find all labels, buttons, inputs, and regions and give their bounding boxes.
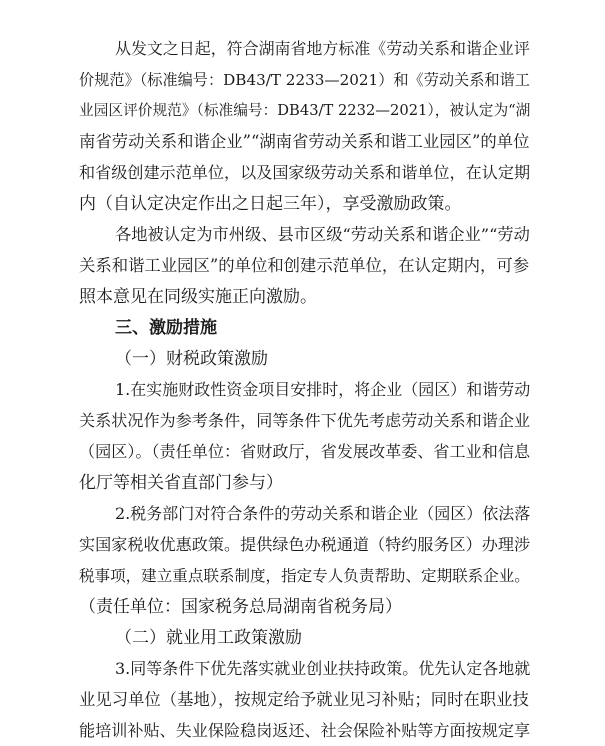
text-line xyxy=(0,189,605,219)
text-line xyxy=(0,406,605,436)
text-line xyxy=(0,251,605,281)
text-line xyxy=(0,499,605,529)
text-line xyxy=(0,220,605,250)
line-text: 实国家税收优惠政策。提供绿色办税通道（特约服务区）办理涉 xyxy=(79,535,531,554)
line-text: 内（自认定决定作出之日起三年），享受激励政策。 xyxy=(79,194,462,214)
text-line xyxy=(0,127,605,157)
text-line xyxy=(0,561,605,591)
line-text: 能培训补贴、失业保险稳岗返还、社会保险补贴等方面按规定享 xyxy=(79,721,531,740)
text-line xyxy=(0,158,605,188)
text-line xyxy=(0,65,605,95)
line-text: 照本意见在同级实施正向激励。 xyxy=(79,287,317,307)
text-line xyxy=(0,437,605,467)
text-line xyxy=(0,654,605,684)
line-text: 关系和谐工业园区”的单位和创建示范单位，在认定期内，可参 xyxy=(79,256,530,275)
text-line xyxy=(0,34,605,64)
text-line xyxy=(0,282,605,312)
line-text: 税事项，建立重点联系制度，指定专人负责帮助、定期联系企业。 xyxy=(79,567,530,585)
line-text: 南省劳动关系和谐企业”“湖南省劳动关系和谐工业园区”的单位 xyxy=(79,132,530,151)
line-text: 化厅等相关省直部门参与） xyxy=(79,473,283,493)
text-line xyxy=(0,375,605,405)
line-text: 各地被认定为市州级、县市区级“劳动关系和谐企业”“劳动 xyxy=(115,225,530,244)
line-text: 业园区评价规范》（标准编号：DB43/T 2232—2021），被认定为“湖 xyxy=(79,102,531,119)
text-line xyxy=(0,468,605,498)
line-text: 价规范》（标准编号：DB43/T 2233—2021）和《劳动关系和谐工 xyxy=(79,71,530,89)
line-text: 关系状况作为参考条件，同等条件下优先考虑劳动关系和谐企业 xyxy=(79,411,531,430)
text-line xyxy=(0,592,605,622)
line-text: 1.在实施财政性资金项目安排时，将企业（园区）和谐劳动 xyxy=(115,380,531,399)
text-line xyxy=(0,685,605,715)
line-text: （园区）。（责任单位：省财政厅，省发展改革委、省工业和信息 xyxy=(79,442,531,461)
line-text: 2.税务部门对符合条件的劳动关系和谐企业（园区）依法落 xyxy=(115,504,531,523)
text-line xyxy=(0,716,605,746)
subsection-heading xyxy=(0,623,605,653)
line-text: （责任单位：国家税务总局湖南省税务局） xyxy=(79,597,402,617)
text-line xyxy=(0,530,605,560)
heading-text: 三、激励措施 xyxy=(115,318,217,338)
line-text: 3.同等条件下优先落实就业创业扶持政策。优先认定各地就 xyxy=(115,659,531,678)
line-text: 和省级创建示范单位，以及国家级劳动关系和谐单位，在认定期 xyxy=(79,163,531,182)
text-line xyxy=(0,96,605,126)
line-text: 从发文之日起，符合湖南省地方标准《劳动关系和谐企业评 xyxy=(115,39,530,58)
line-text: 业见习单位（基地），按规定给予就业见习补贴；同时在职业技 xyxy=(79,690,529,709)
section-heading xyxy=(0,313,605,343)
subsection-heading xyxy=(0,344,605,374)
heading-text: （一）财税政策激励 xyxy=(115,349,268,369)
heading-text: （二）就业用工政策激励 xyxy=(115,628,302,648)
